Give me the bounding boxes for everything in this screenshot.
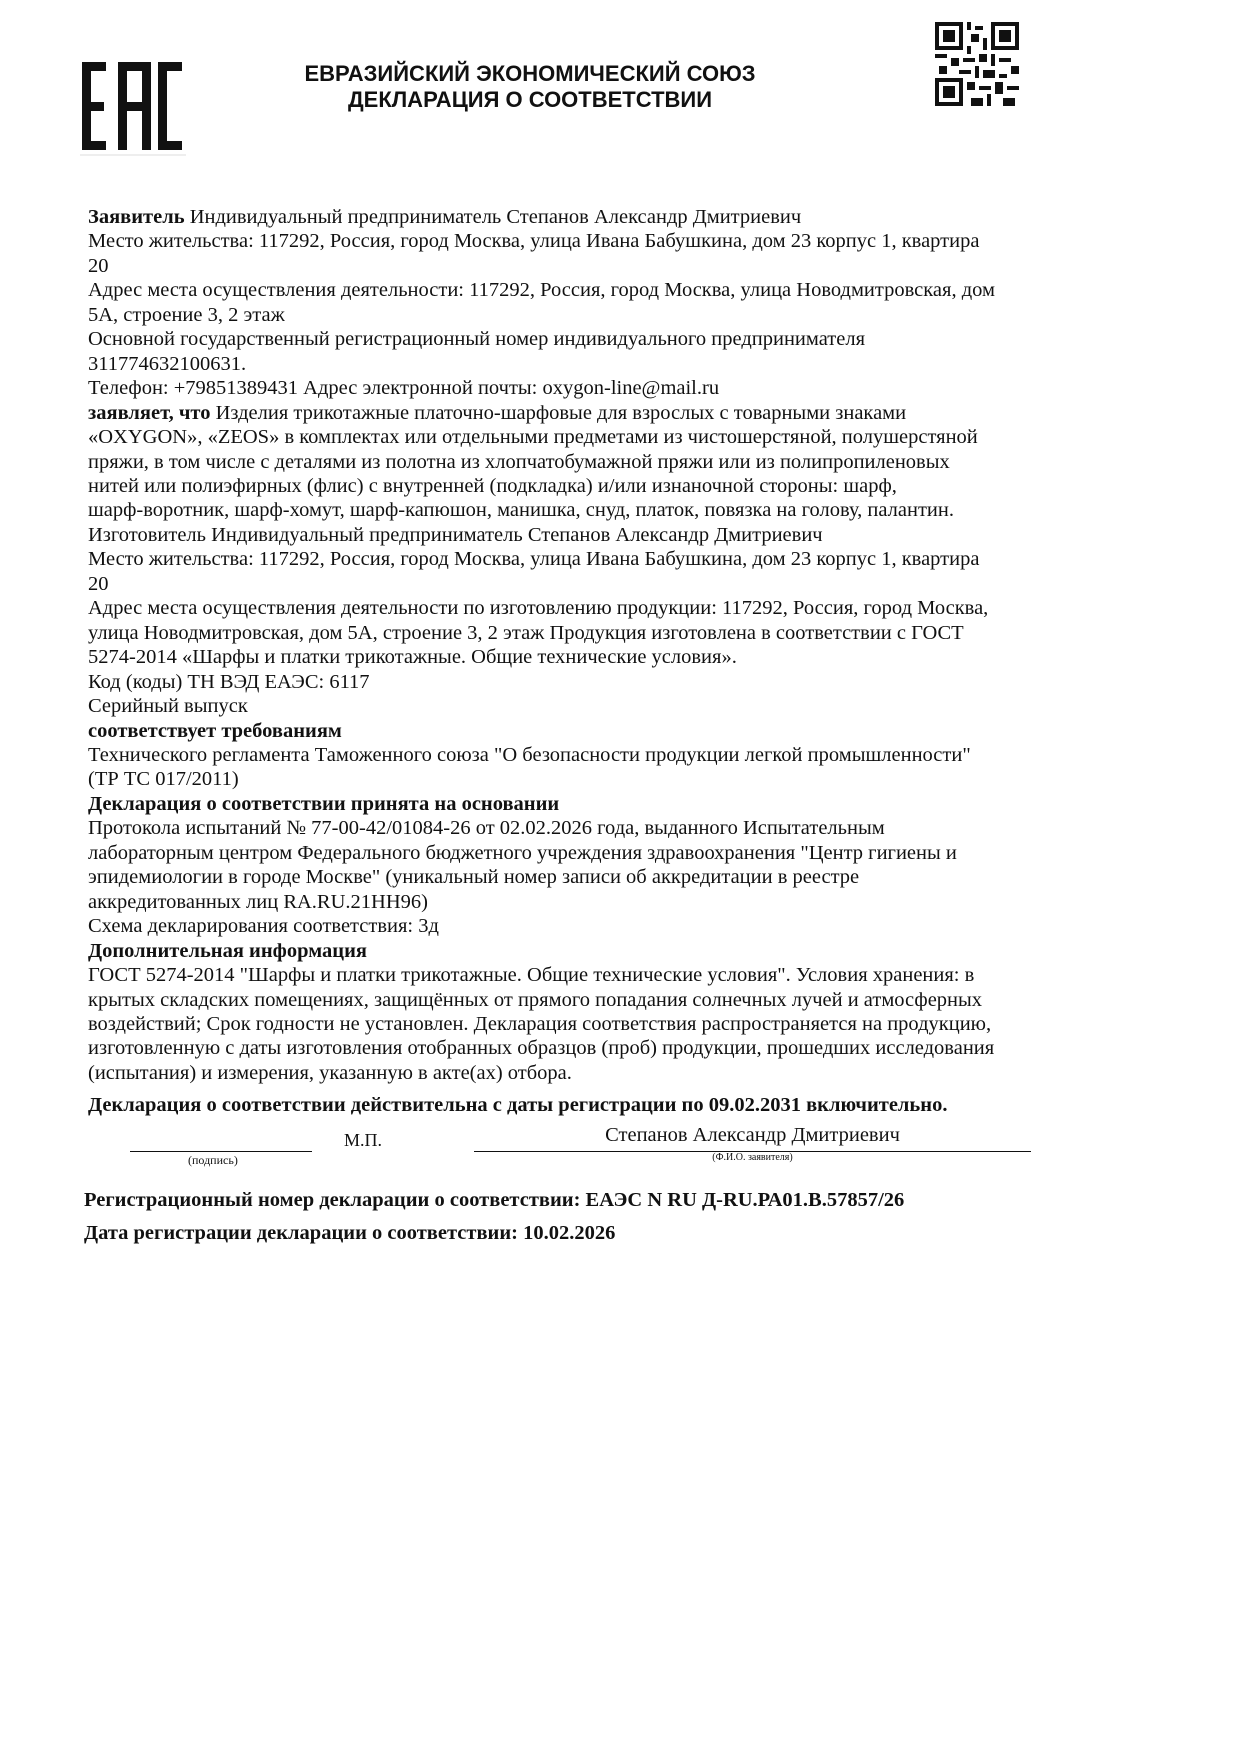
- qr-code: [935, 22, 1019, 106]
- text-line: нитей или полиэфирных (флис) с внутренней (подкладка) и/или изнаночной стороны: шарф,: [88, 474, 897, 497]
- hs-code-line: Код (коды) ТН ВЭД ЕАЭС: 6117: [88, 670, 370, 693]
- text-line: улица Новодмитровская, дом 5А, строение 3, 2 этаж Продукция изготовлена в соответствии с ГОСТ: [88, 621, 964, 644]
- section-heading: соответствует требованиям: [88, 719, 342, 742]
- text-line: 20: [88, 572, 109, 595]
- text-line: аккредитованных лиц RA.RU.21НН96): [88, 890, 428, 913]
- text-line: 5274-2014 «Шарфы и платки трикотажные. Общие технические условия».: [88, 646, 737, 669]
- section-heading: Дополнительная информация: [88, 939, 367, 962]
- text-line: Место жительства: 117292, Россия, город Москва, улица Ивана Бабушкина, дом 23 корпус 1, квартира: [88, 548, 980, 571]
- registration-date: Дата регистрации декларации о соответствии: 10.02.2026: [84, 1222, 616, 1244]
- document-title: ДЕКЛАРАЦИЯ О СООТВЕТСТВИИ: [347, 87, 713, 112]
- text-line: крытых складских помещениях, защищённых от прямого попадания солнечных лучей и атмосферных: [88, 988, 983, 1011]
- text-line: Технического регламента Таможенного союза "О безопасности продукции легкой промышленности": [88, 743, 971, 766]
- validity-statement: Декларация о соответствии действительна с даты регистрации по 09.02.2031 включительно.: [88, 1094, 948, 1116]
- text-line: изготовленную с даты изготовления отобранных образцов (проб) продукции, прошедших исследования: [88, 1037, 995, 1060]
- signer-name: Степанов Александр Дмитриевич: [605, 1124, 900, 1146]
- text-line: Схема декларирования соответствия: 3д: [88, 915, 439, 938]
- name-label: (Ф.И.О. заявителя): [712, 1152, 793, 1163]
- text-line: шарф-воротник, шарф-хомут, шарф-капюшон, манишка, снуд, платок, повязка на голову, палантин.: [88, 499, 954, 522]
- text-line: Протокола испытаний № 77-00-42/01084-26 от 02.02.2026 года, выданного Испытательным: [88, 817, 885, 840]
- union-title: ЕВРАЗИЙСКИЙ ЭКОНОМИЧЕСКИЙ СОЮЗ: [304, 61, 756, 86]
- text-line: (испытания) и измерения, указанную в акте(ах) отбора.: [88, 1061, 572, 1084]
- text-line: (ТР ТС 017/2011): [88, 768, 239, 791]
- section-heading: Декларация о соответствии принята на основании: [88, 792, 560, 815]
- signature-line: [130, 1151, 312, 1152]
- text-line: 20: [88, 254, 109, 277]
- text-line: «OXYGON», «ZEOS» в комплектах или отдельными предметами из чистошерстяной, полушерстяной: [88, 426, 978, 449]
- declares-line: заявляет, что Изделия трикотажные платочно-шарфовые для взрослых с товарными знаками: [88, 401, 907, 424]
- text-line: Основной государственный регистрационный номер индивидуального предпринимателя: [88, 328, 866, 351]
- text-line: 311774632100631.: [88, 352, 247, 375]
- applicant-line: Заявитель Индивидуальный предприниматель Степанов Александр Дмитриевич: [88, 206, 802, 228]
- registration-number: Регистрационный номер декларации о соответствии: ЕАЭС N RU Д-RU.РА01.В.57857/26: [84, 1189, 905, 1211]
- manufacturer-line: Изготовитель Индивидуальный предприниматель Степанов Александр Дмитриевич: [88, 523, 823, 546]
- text-line: Серийный выпуск: [88, 695, 248, 718]
- contacts-line: Телефон: +79851389431 Адрес электронной почты: oxygon-line@mail.ru: [88, 377, 720, 400]
- eac-logo: [80, 58, 186, 156]
- text-line: пряжи, в том числе с деталями из полотна из хлопчатобумажной пряжи или из полипропиленовых: [88, 450, 950, 473]
- text-line: лабораторным центром Федерального бюджетного учреждения здравоохранения "Центр гигиены и: [88, 841, 957, 864]
- text-line: ГОСТ 5274-2014 "Шарфы и платки трикотажные. Общие технические условия". Условия хранения: в: [88, 964, 975, 987]
- text-line: Место жительства: 117292, Россия, город Москва, улица Ивана Бабушкина, дом 23 корпус 1, квартира: [88, 230, 980, 253]
- text-line: 5А, строение 3, 2 этаж: [88, 303, 285, 326]
- text-line: воздействий; Срок годности не установлен. Декларация соответствия распространяется на продукцию,: [88, 1012, 992, 1035]
- text-line: эпидемиологии в городе Москве" (уникальный номер записи об аккредитации в реестре: [88, 866, 860, 889]
- seal-placeholder: М.П.: [344, 1130, 383, 1150]
- text-line: Адрес места осуществления деятельности: 117292, Россия, город Москва, улица Новодмитровская, дом: [88, 279, 995, 302]
- signature-label: (подпись): [188, 1153, 238, 1167]
- text-line: Адрес места осуществления деятельности по изготовлению продукции: 117292, Россия, город Москва,: [88, 597, 989, 620]
- declaration-body: [88, 205, 1138, 1085]
